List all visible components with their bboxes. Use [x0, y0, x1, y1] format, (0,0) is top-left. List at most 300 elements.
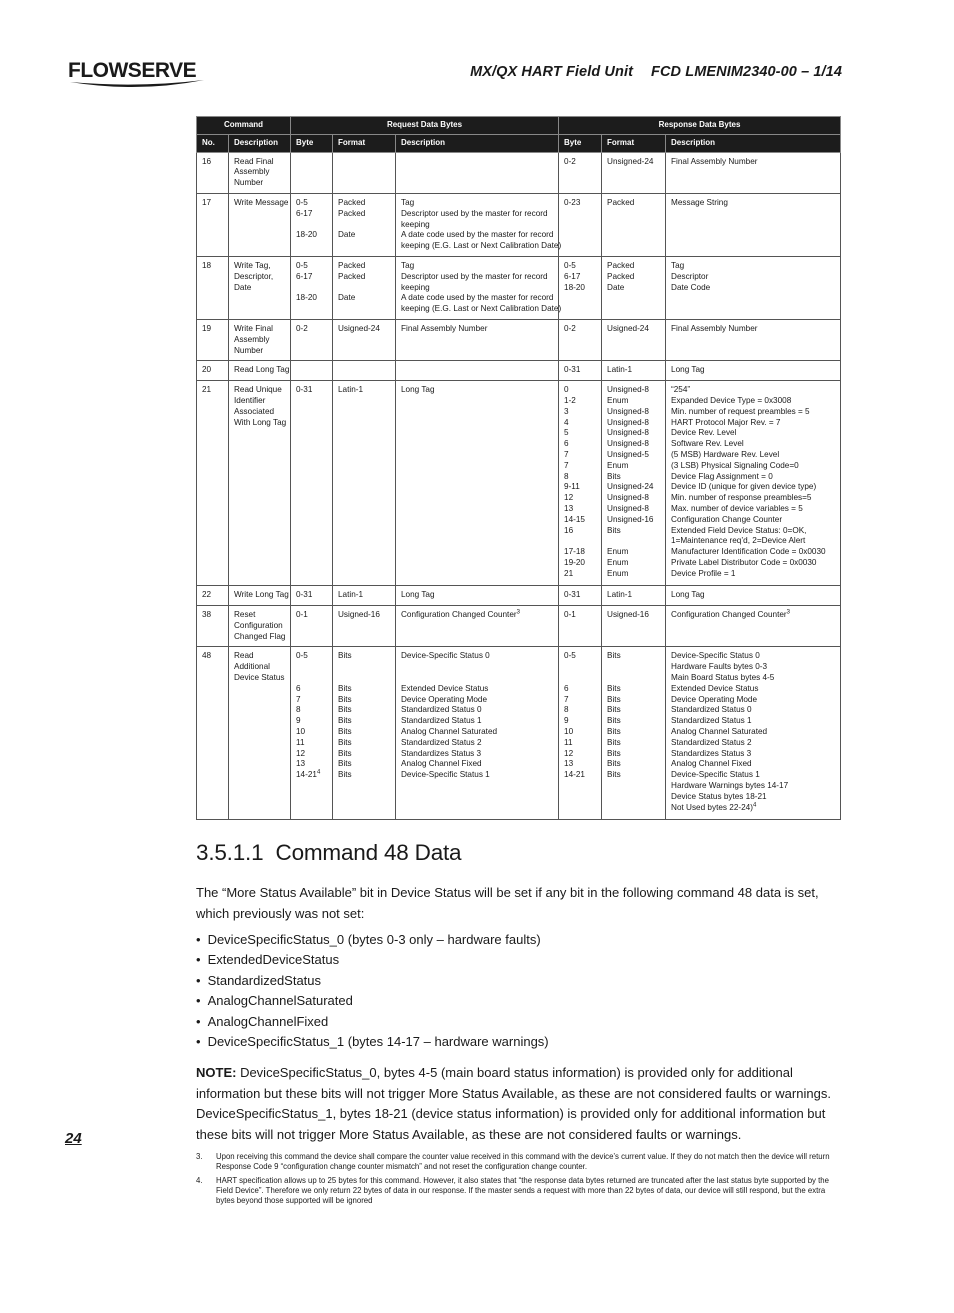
- cell-line: 9: [296, 716, 301, 726]
- cell-line: [401, 662, 553, 673]
- cell-line: Unsigned-8: [607, 428, 649, 438]
- group-header-command: Command: [197, 117, 291, 135]
- cell-line: Standardized Status 2: [671, 737, 752, 747]
- response-byte: [559, 193, 602, 256]
- cell-line: 6-17: [564, 271, 581, 281]
- cell-line: 8: [564, 705, 569, 715]
- cell-line: keeping: [401, 282, 430, 292]
- command-description: [229, 319, 291, 360]
- cell-line: 12: [296, 748, 306, 758]
- cell-line: Enum: [607, 557, 629, 567]
- cell-line: Analog Channel Saturated: [401, 726, 498, 736]
- cell-line: Long Tag: [671, 590, 705, 600]
- request-byte: [291, 586, 333, 606]
- cell-line: 3: [564, 406, 569, 416]
- cell-line: Date: [338, 293, 356, 303]
- cell-line: [296, 220, 327, 231]
- cell-line: 12: [564, 493, 574, 503]
- cell-line: 6-17: [296, 271, 313, 281]
- command-row-18: [197, 256, 841, 319]
- section-number: 3.5.1.1: [196, 840, 264, 865]
- cell-line: Bits: [338, 726, 352, 736]
- cell-line: keeping (E.G. Last or Next Calibration Date): [401, 241, 562, 251]
- response-description: [666, 152, 841, 193]
- cell-line: [401, 673, 553, 684]
- response-description: [666, 586, 841, 606]
- cell-line: HART Protocol Major Rev. = 7: [671, 417, 781, 427]
- cell-line: Unsigned-8: [607, 417, 649, 427]
- cell-line: Not Used bytes 22-24)$^4$: [671, 801, 757, 812]
- cell-line: Enum: [607, 547, 629, 557]
- cell-line: 0-23: [564, 197, 581, 207]
- cell-line: 12: [564, 748, 574, 758]
- response-description: [666, 361, 841, 381]
- cell-line: (3 LSB) Physical Signaling Code=0: [671, 460, 799, 470]
- cell-line: Date Code: [671, 282, 711, 292]
- cell-line: 38: [202, 609, 212, 619]
- cell-line: Tag: [401, 197, 415, 207]
- cell-line: A date code used by the master for record: [401, 230, 554, 240]
- response-format: [602, 152, 666, 193]
- cell-line: Hardware Warnings bytes 14-17: [671, 780, 789, 790]
- cell-line: 0-5: [296, 651, 308, 661]
- cell-line: Standardized Status 1: [401, 716, 482, 726]
- footnote-number: 4.: [196, 1176, 203, 1185]
- response-format: [602, 361, 666, 381]
- cell-line: 21: [564, 568, 574, 578]
- cell-line: Read Unique: [234, 385, 282, 395]
- cell-line: Tag: [671, 260, 685, 270]
- cell-line: Unsigned-8: [607, 503, 649, 513]
- cell-line: 1=Maintenance req’d, 2=Device Alert: [671, 536, 806, 546]
- request-byte: [291, 152, 333, 193]
- cell-line: 14-15: [564, 514, 585, 524]
- cell-line: Additional: [234, 662, 270, 672]
- response-format: [602, 381, 666, 586]
- command-description: [229, 647, 291, 820]
- cell-line: 0-5: [564, 260, 576, 270]
- cell-line: 0-2: [564, 156, 576, 166]
- cell-line: [338, 283, 390, 294]
- cell-line: Bits: [607, 759, 621, 769]
- command-number: [197, 319, 229, 360]
- footnote-text: Upon receiving this command the device shall compare the counter value received in this command with the device’s current value. If they do not match then the device will return Response Code 9 “configuration change counter mismatch” and not reset the configuration change counter.: [216, 1152, 830, 1171]
- cell-line: Manufacturer Identification Code = 0x0030: [671, 547, 826, 557]
- command-number: [197, 361, 229, 381]
- cell-line: Device-Specific Status 1: [401, 770, 490, 780]
- cell-line: Bits: [607, 705, 621, 715]
- cell-line: Read: [234, 651, 254, 661]
- request-description: [396, 381, 559, 586]
- cell-line: Bits: [607, 748, 621, 758]
- cell-line: Long Tag: [401, 385, 435, 395]
- command-row-22: [197, 586, 841, 606]
- response-byte: [559, 256, 602, 319]
- footnote: [196, 1176, 838, 1206]
- footnote: [196, 1152, 838, 1172]
- cell-line: Unsigned-24: [607, 482, 654, 492]
- group-header-response: Response Data Bytes: [559, 117, 841, 135]
- cell-line: [564, 673, 596, 684]
- cell-line: Usigned-24: [607, 323, 649, 333]
- cell-line: Bits: [607, 525, 621, 535]
- cell-line: Bits: [338, 694, 352, 704]
- cell-line: Assembly: [234, 167, 270, 177]
- cell-line: Max. number of device variables = 5: [671, 503, 803, 513]
- command-row-38: [197, 605, 841, 646]
- column-header: Description: [396, 134, 559, 152]
- response-byte: [559, 605, 602, 646]
- cell-line: Assembly: [234, 334, 270, 344]
- cell-line: Latin-1: [338, 385, 364, 395]
- request-format: [333, 586, 396, 606]
- request-byte: [291, 193, 333, 256]
- command-row-17: [197, 193, 841, 256]
- cell-line: 0-31: [564, 365, 581, 375]
- cell-line: Usigned-16: [607, 609, 649, 619]
- cell-line: 8: [296, 705, 301, 715]
- cell-line: 16: [564, 525, 574, 535]
- cell-line: 11: [564, 737, 573, 747]
- request-description: [396, 256, 562, 319]
- cell-line: Write Tag,: [234, 260, 271, 270]
- bullet-item: • DeviceSpecificStatus_1 (bytes 14-17 – hardware warnings): [196, 1032, 549, 1052]
- request-byte: [291, 361, 333, 381]
- cell-line: $14-21^4$: [296, 769, 321, 780]
- section-heading: [196, 840, 461, 866]
- response-description: [666, 381, 841, 586]
- cell-line: Date: [338, 230, 356, 240]
- column-header-row: [197, 134, 841, 152]
- cell-line: 21: [202, 385, 212, 395]
- command-table: [196, 116, 841, 820]
- cell-line: Final Assembly Number: [671, 156, 758, 166]
- bullet-item: • StandardizedStatus: [196, 971, 549, 991]
- request-byte: [291, 647, 333, 820]
- cell-line: Bits: [607, 471, 621, 481]
- cell-line: 11: [296, 737, 305, 747]
- cell-line: 0-5: [296, 260, 308, 270]
- cell-line: 20: [202, 365, 212, 375]
- cell-line: [607, 662, 660, 673]
- header-title: [470, 64, 842, 80]
- cell-line: Device Status bytes 18-21: [671, 791, 767, 801]
- cell-line: 4: [564, 417, 569, 427]
- column-header: Byte: [291, 134, 333, 152]
- cell-line: Standardized Status 0: [401, 705, 482, 715]
- cell-line: Bits: [338, 770, 352, 780]
- cell-line: Unsigned-5: [607, 449, 649, 459]
- response-description: [666, 319, 841, 360]
- cell-line: 14-21: [564, 770, 585, 780]
- cell-line: Usigned-24: [338, 323, 380, 333]
- cell-line: Latin-1: [607, 590, 633, 600]
- request-format: [333, 647, 396, 820]
- cell-line: Packed: [607, 271, 635, 281]
- command-number: [197, 193, 229, 256]
- flowserve-logo: [68, 55, 208, 91]
- cell-line: [296, 673, 327, 684]
- cell-line: [338, 220, 390, 231]
- note-label: NOTE:: [196, 1065, 237, 1080]
- command-row-21: [197, 381, 841, 586]
- command-number: [197, 152, 229, 193]
- response-format: [602, 647, 666, 820]
- cell-line: Min. number of request preambles = 5: [671, 406, 810, 416]
- cell-line: 19-20: [564, 557, 585, 567]
- cell-line: 7: [564, 460, 569, 470]
- cell-line: Descriptor used by the master for record: [401, 271, 548, 281]
- cell-line: Bits: [607, 651, 621, 661]
- response-description: [666, 605, 841, 646]
- cell-line: Associated: [234, 406, 275, 416]
- status-bullet-list: [196, 930, 549, 1052]
- cell-line: Bits: [607, 737, 621, 747]
- request-description: [396, 605, 559, 646]
- cell-line: Standardized Status 1: [671, 716, 752, 726]
- cell-line: 0-2: [564, 323, 576, 333]
- product-name: MX/QX HART Field Unit: [470, 64, 634, 80]
- cell-line: 6: [564, 439, 569, 449]
- cell-line: Write Message: [234, 197, 289, 207]
- response-format: [602, 319, 666, 360]
- cell-line: 17: [202, 197, 212, 207]
- cell-line: Latin-1: [607, 365, 633, 375]
- cell-line: Usigned-16: [338, 609, 380, 619]
- cell-line: Extended Device Status: [401, 683, 489, 693]
- command-description: [229, 152, 291, 193]
- cell-line: Min. number of response preambles=5: [671, 493, 812, 503]
- cell-line: Device-Specific Status 0: [671, 651, 760, 661]
- cell-line: Software Rev. Level: [671, 439, 744, 449]
- bullet-item: • ExtendedDeviceStatus: [196, 950, 549, 970]
- request-description: [396, 586, 559, 606]
- cell-line: Bits: [338, 683, 352, 693]
- cell-line: Enum: [607, 395, 629, 405]
- cell-line: 0-5: [564, 651, 576, 661]
- cell-line: 7: [564, 694, 569, 704]
- request-description: [396, 647, 559, 820]
- cell-line: Message String: [671, 197, 728, 207]
- cell-line: Unsigned-8: [607, 385, 649, 395]
- response-byte: [559, 381, 602, 586]
- cell-line: Final Assembly Number: [671, 323, 758, 333]
- cell-line: Device-Specific Status 1: [671, 770, 760, 780]
- request-byte: [291, 319, 333, 360]
- cell-line: Date: [607, 282, 625, 292]
- request-format: [333, 319, 396, 360]
- response-description: [666, 256, 841, 319]
- cell-line: Unsigned-8: [607, 439, 649, 449]
- request-format: [333, 193, 396, 256]
- cell-line: 7: [564, 449, 569, 459]
- cell-line: Expanded Device Type = 0x3008: [671, 395, 792, 405]
- command-number: [197, 647, 229, 820]
- cell-line: Configuration Changed Counter$^3$: [671, 609, 790, 619]
- command-description: [229, 381, 291, 586]
- cell-line: Standardized Status 2: [401, 737, 482, 747]
- cell-line: [564, 536, 596, 547]
- cell-line: (5 MSB) Hardware Rev. Level: [671, 449, 780, 459]
- cell-line: 0-31: [564, 590, 581, 600]
- command-row-16: [197, 152, 841, 193]
- cell-line: Write Long Tag: [234, 590, 289, 600]
- cell-line: Enum: [607, 460, 629, 470]
- cell-line: Analog Channel Fixed: [401, 759, 482, 769]
- cell-line: Enum: [607, 568, 629, 578]
- cell-line: Bits: [338, 651, 352, 661]
- cell-line: 18-20: [564, 282, 585, 292]
- request-format: [333, 256, 396, 319]
- response-byte: [559, 152, 602, 193]
- cell-line: [338, 673, 390, 684]
- cell-line: Packed: [338, 208, 366, 218]
- cell-line: Bits: [607, 694, 621, 704]
- response-format: [602, 586, 666, 606]
- cell-line: Analog Channel Saturated: [671, 726, 768, 736]
- cell-line: Descriptor used by the master for record: [401, 208, 548, 218]
- command-number: [197, 256, 229, 319]
- cell-line: Private Label Distributor Code = 0x0030: [671, 557, 817, 567]
- cell-line: Descriptor,: [234, 271, 274, 281]
- cell-line: 6: [564, 683, 569, 693]
- column-header: Format: [333, 134, 396, 152]
- cell-line: Packed: [338, 271, 366, 281]
- cell-line: Device-Specific Status 0: [401, 651, 490, 661]
- cell-line: Latin-1: [338, 590, 364, 600]
- cell-line: 6-17: [296, 208, 313, 218]
- response-byte: [559, 319, 602, 360]
- cell-line: 0-2: [296, 323, 308, 333]
- intro-paragraph: The “More Status Available” bit in Device Status will be set if any bit in the following command 48 data is set, which previously was not set:: [196, 885, 819, 921]
- cell-line: [338, 662, 390, 673]
- cell-line: 9: [564, 716, 569, 726]
- cell-line: Bits: [338, 737, 352, 747]
- cell-line: 48: [202, 651, 212, 661]
- cell-line: Device Flag Assignment = 0: [671, 471, 773, 481]
- request-format: [333, 361, 396, 381]
- cell-line: 10: [296, 726, 306, 736]
- response-format: [602, 256, 666, 319]
- cell-line: Packed: [607, 260, 635, 270]
- cell-line: 0-31: [296, 590, 313, 600]
- request-format: [333, 381, 396, 586]
- cell-line: [564, 662, 596, 673]
- column-header: Description: [229, 134, 291, 152]
- cell-line: 18-20: [296, 230, 317, 240]
- group-header-request: Request Data Bytes: [291, 117, 559, 135]
- cell-line: With Long Tag: [234, 417, 287, 427]
- command-number: [197, 605, 229, 646]
- command-row-20: [197, 361, 841, 381]
- cell-line: 22: [202, 590, 212, 600]
- cell-line: Configuration Change Counter: [671, 514, 783, 524]
- request-description: [396, 193, 562, 256]
- response-byte: [559, 586, 602, 606]
- request-byte: [291, 381, 333, 586]
- command-number: [197, 586, 229, 606]
- request-byte: [291, 256, 333, 319]
- cell-line: Reset: [234, 609, 256, 619]
- logo-text: FLOWSERVE: [68, 59, 197, 82]
- cell-line: Packed: [338, 260, 366, 270]
- response-byte: [559, 361, 602, 381]
- cell-line: 0-1: [296, 609, 308, 619]
- request-format: [333, 152, 396, 193]
- footnotes: [196, 1152, 838, 1210]
- cell-line: Read Final: [234, 156, 274, 166]
- column-header: Format: [602, 134, 666, 152]
- cell-line: Device ID (unique for given device type): [671, 482, 817, 492]
- cell-line: Packed: [607, 197, 635, 207]
- response-byte: [559, 647, 602, 820]
- cell-line: Device Profile = 1: [671, 568, 736, 578]
- note-text: DeviceSpecificStatus_0, bytes 4-5 (main board status information) is provided only for additional information but these bits will not trigger More Status Available, as these are not considered faults or warnings. DeviceSpecificStatus_1, bytes 18-21 (device status information) is provided only for additional information but these bits will not trigger More Status Available, as these are not considered faults or warnings.: [196, 1065, 831, 1142]
- cell-line: Write Final: [234, 323, 273, 333]
- cell-line: Read Long Tag: [234, 365, 290, 375]
- note-paragraph: [196, 1063, 836, 1145]
- request-format: [333, 605, 396, 646]
- response-format: [602, 193, 666, 256]
- cell-line: [296, 283, 327, 294]
- request-description: [396, 361, 559, 381]
- cell-line: Final Assembly Number: [401, 323, 488, 333]
- table-body: [197, 152, 841, 820]
- cell-line: 16: [202, 156, 212, 166]
- command-row-48: [197, 647, 841, 820]
- cell-line: Device Status: [234, 672, 285, 682]
- command-row-19: [197, 319, 841, 360]
- group-header-row: [197, 117, 841, 135]
- cell-line: 8: [564, 471, 569, 481]
- cell-line: 6: [296, 683, 301, 693]
- cell-line: Bits: [338, 759, 352, 769]
- cell-line: 0: [564, 385, 569, 395]
- cell-line: 1-2: [564, 395, 576, 405]
- cell-line: 17-18: [564, 547, 585, 557]
- cell-line: Number: [234, 345, 264, 355]
- cell-line: [607, 536, 660, 547]
- response-description: [666, 647, 841, 820]
- cell-line: Bits: [607, 770, 621, 780]
- cell-line: [607, 673, 660, 684]
- section-title: Command 48 Data: [275, 840, 462, 865]
- cell-line: 0-1: [564, 609, 576, 619]
- cell-line: 18-20: [296, 293, 317, 303]
- cell-line: Bits: [338, 748, 352, 758]
- cell-line: keeping: [401, 219, 430, 229]
- cell-line: 7: [296, 694, 301, 704]
- cell-line: 10: [564, 726, 574, 736]
- cell-line: A date code used by the master for record: [401, 293, 554, 303]
- cell-line: 9-11: [564, 482, 580, 492]
- request-description: [396, 319, 559, 360]
- command-description: [229, 586, 291, 606]
- cell-line: Long Tag: [671, 365, 705, 375]
- cell-line: Extended Device Status: [671, 683, 759, 693]
- cell-line: Tag: [401, 260, 415, 270]
- cell-line: 5: [564, 428, 569, 438]
- cell-line: Standardized Status 0: [671, 705, 752, 715]
- cell-line: Packed: [338, 197, 366, 207]
- column-header: Byte: [559, 134, 602, 152]
- cell-line: “254”: [671, 385, 691, 395]
- cell-line: Unsigned-8: [607, 493, 649, 503]
- cell-line: Device Operating Mode: [401, 694, 488, 704]
- cell-line: Unsigned-24: [607, 156, 654, 166]
- cell-line: Standardizes Status 3: [401, 748, 482, 758]
- command-description: [229, 605, 291, 646]
